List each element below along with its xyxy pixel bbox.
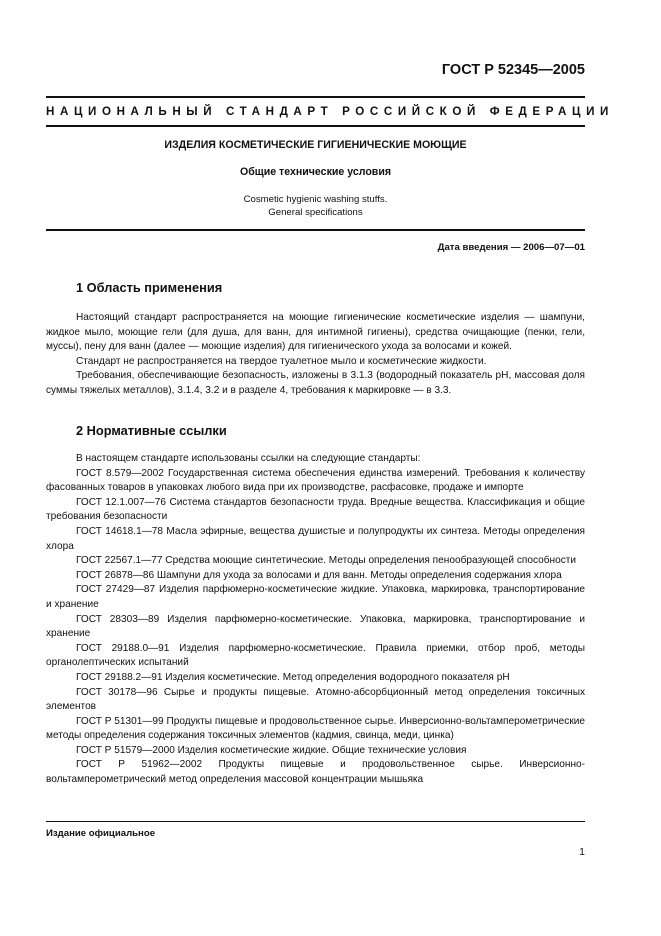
paragraph: Требования, обеспечивающие безопасность, изложены в 3.1.3 (водородный показатель рН, массовая доля суммы тяжелых металлов), 3.1.4, 3.2 и в разделе 4, требования к маркировке — в 3.3. — [46, 370, 585, 396]
reference-item: ГОСТ 22567.1—77 Средства моющие синтетические. Методы определения пенообразующей способности — [76, 555, 577, 567]
top-divider — [46, 96, 585, 98]
reference-item: ГОСТ 8.579—2002 Государственная система обеспечения единства измерений. Требования к количеству фасованных товаров в упаковках любого вида при их производстве, расфасовке, продаже и импорте — [46, 467, 585, 494]
banner-divider — [46, 125, 585, 127]
reference-item: ГОСТ Р 51579—2000 Изделия косметические жидкие. Общие технические условия — [76, 744, 467, 756]
reference-item: ГОСТ 27429—87 Изделия парфюмерно-косметические жидкие. Упаковка, маркировка, транспортирование и хранение — [46, 584, 585, 610]
english-title-line-2: General specifications — [268, 207, 363, 218]
introduction-date: Дата введения — 2006—07—01 — [437, 242, 585, 253]
english-title-line-1: Cosmetic hygienic washing stuffs. — [243, 194, 388, 205]
document-title: ИЗДЕЛИЯ КОСМЕТИЧЕСКИЕ ГИГИЕНИЧЕСКИЕ МОЮЩИЕ — [164, 139, 467, 151]
reference-item: ГОСТ 29188.0—91 Изделия парфюмерно-косметические. Правила приемки, отбор проб, методы органолептических испытаний — [46, 642, 585, 669]
section-1-body — [46, 311, 585, 399]
section-2-heading: 2 Нормативные ссылки — [76, 423, 227, 438]
reference-item: ГОСТ 14618.1—78 Масла эфирные, вещества душистые и полупродукты их синтеза. Методы определения хлора — [46, 525, 585, 552]
footer-divider — [46, 821, 585, 822]
section-1-heading: 1 Область применения — [76, 280, 223, 295]
paragraph: В настоящем стандарте использованы ссылки на следующие стандарты: — [76, 453, 421, 464]
paragraph: Настоящий стандарт распространяется на моющие гигиенические косметические изделия — шампуни, жидкое мыло, моющие гели (для душа, для ванн, для интимной гигиены), средства очищающие (пенки, гели, муссы), пену для ванн (далее — моющие изделия) для гигиенического ухода за волосами и кожей. — [46, 312, 585, 353]
reference-item: ГОСТ Р 51962—2002 Продукты пищевые и продовольственное сырье. Инверсионно-вольтамперометрический метод определения массовой концентрации мышьяка — [46, 759, 585, 786]
paragraph: Стандарт не распространяется на твердое туалетное мыло и косметические жидкости. — [76, 355, 487, 367]
english-title — [46, 193, 585, 219]
reference-item: ГОСТ 30178—96 Сырье и продукты пищевые. Атомно-абсорбционный метод определения токсичных элементов — [46, 686, 585, 713]
reference-item: ГОСТ 12.1.007—76 Система стандартов безопасности труда. Вредные вещества. Классификация и общие требования безопасности — [46, 496, 585, 523]
official-edition-label: Издание официальное — [46, 828, 156, 839]
title-divider — [46, 229, 585, 231]
document-code: ГОСТ Р 52345—2005 — [441, 62, 585, 78]
document-subtitle: Общие технические условия — [239, 166, 392, 178]
reference-item: ГОСТ 29188.2—91 Изделия косметические. Метод определения водородного показателя рН — [76, 671, 510, 683]
reference-item: ГОСТ Р 51301—99 Продукты пищевые и продовольственное сырье. Инверсионно-вольтамперометрические методы определения содержания токсичных элементов (кадмия, свинца, меди, цинка) — [46, 715, 585, 742]
section-2-body — [46, 452, 585, 788]
national-standard-banner: НАЦИОНАЛЬНЫЙ СТАНДАРТ РОССИЙСКОЙ ФЕДЕРАЦИИ — [46, 105, 614, 118]
reference-item: ГОСТ 28303—89 Изделия парфюмерно-косметические. Упаковка, маркировка, транспортирование и хранение — [46, 613, 585, 640]
page-number: 1 — [579, 846, 585, 858]
reference-item: ГОСТ 26878—86 Шампуни для ухода за волосами и для ванн. Методы определения содержания хлора — [76, 569, 562, 581]
